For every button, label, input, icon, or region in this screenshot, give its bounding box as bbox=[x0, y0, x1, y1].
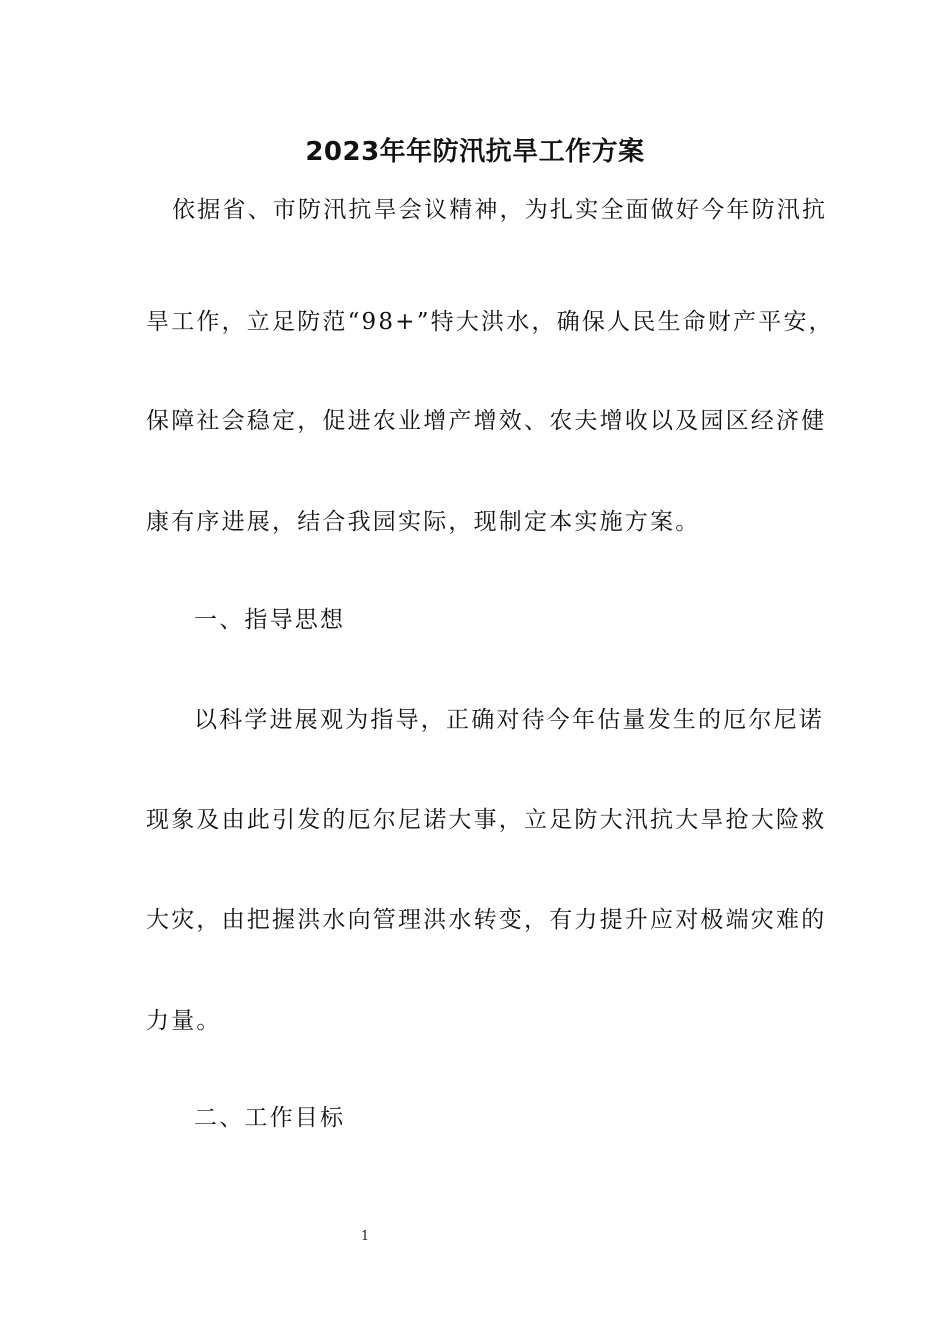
paragraph-line: 保障社会稳定，促进农业增产增效、农夫增收以及园区经济健 bbox=[146, 408, 827, 434]
paragraph-line: 大灾，由把握洪水向管理洪水转变，有力提升应对极端灾难的 bbox=[146, 907, 827, 933]
page-number: 1 bbox=[360, 1229, 370, 1244]
paragraph-line: 以科学进展观为指导，正确对待今年估量发生的厄尔尼诺 bbox=[194, 707, 824, 733]
document-title: 2023年年防汛抗旱工作方案 bbox=[305, 137, 645, 167]
paragraph-line: 旱工作，立足防范“98+”特大洪水，确保人民生命财产平安， bbox=[146, 309, 834, 335]
paragraph-line: 力量。 bbox=[146, 1008, 222, 1034]
section-heading: 二、工作目标 bbox=[194, 1105, 346, 1131]
paragraph-line: 现象及由此引发的厄尔尼诺大事，立足防大汛抗大旱抢大险救 bbox=[146, 807, 827, 833]
section-heading: 一、指导思想 bbox=[194, 607, 346, 633]
paragraph-line: 依据省、市防汛抗旱会议精神，为扎实全面做好今年防汛抗 bbox=[172, 197, 828, 223]
paragraph-line: 康有序进展，结合我园实际，现制定本实施方案。 bbox=[146, 509, 701, 535]
